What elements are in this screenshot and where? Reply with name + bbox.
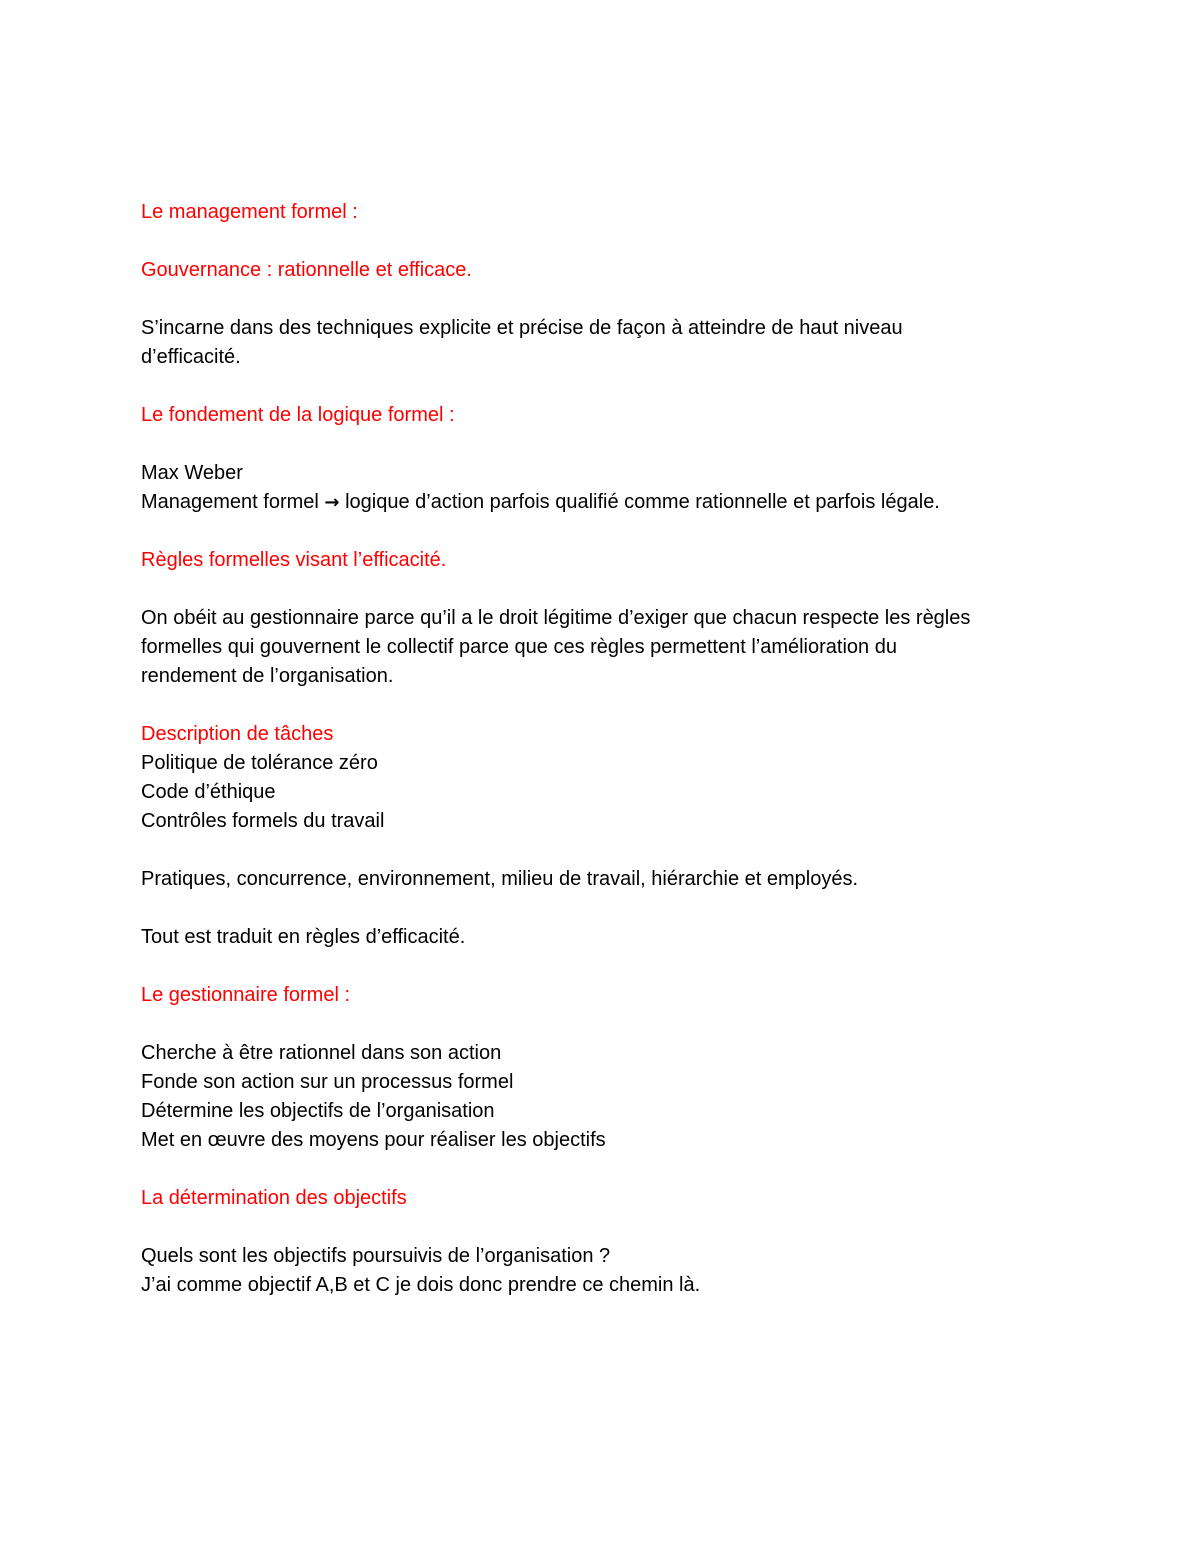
list-item: Met en œuvre des moyens pour réaliser les objectifs <box>141 1129 606 1151</box>
list-item: Code d’éthique <box>141 781 276 803</box>
paragraph-line: formelles qui gouvernent le collectif parce que ces règles permettent l’amélioration du <box>141 636 897 658</box>
spacer <box>141 285 1081 314</box>
heading-gouvernance: Gouvernance : rationnelle et efficace. <box>141 259 472 281</box>
paragraph-line: Max Weber <box>141 462 243 484</box>
paragraph-line: d’efficacité. <box>141 346 241 368</box>
spacer <box>141 836 1081 865</box>
paragraph-line: S’incarne dans des techniques explicite et précise de façon à atteindre de haut niveau <box>141 317 903 339</box>
spacer <box>141 517 1081 546</box>
spacer <box>141 1010 1081 1039</box>
spacer <box>141 894 1081 923</box>
spacer <box>141 575 1081 604</box>
heading-regles-formelles: Règles formelles visant l’efficacité. <box>141 549 447 571</box>
paragraph-line: On obéit au gestionnaire parce qu’il a le droit légitime d’exiger que chacun respecte les règles <box>141 607 971 629</box>
spacer <box>141 227 1081 256</box>
spacer <box>141 1155 1081 1184</box>
heading-fondement-logique: Le fondement de la logique formel : <box>141 404 455 426</box>
heading-description-taches: Description de tâches <box>141 723 334 745</box>
paragraph-line: Tout est traduit en règles d’efficacité. <box>141 926 466 948</box>
spacer <box>141 691 1081 720</box>
paragraph-line: J’ai comme objectif A,B et C je dois donc prendre ce chemin là. <box>141 1274 701 1296</box>
paragraph-line-with-arrow <box>141 488 1081 517</box>
right-arrow-icon: → <box>324 492 340 513</box>
document-page <box>141 198 1081 1300</box>
text-segment: logique d’action parfois qualifié comme rationnelle et parfois légale. <box>339 491 940 513</box>
list-item: Politique de tolérance zéro <box>141 752 378 774</box>
list-item: Contrôles formels du travail <box>141 810 385 832</box>
spacer <box>141 430 1081 459</box>
heading-gestionnaire-formel: Le gestionnaire formel : <box>141 984 351 1006</box>
list-item: Détermine les objectifs de l’organisation <box>141 1100 495 1122</box>
spacer <box>141 952 1081 981</box>
spacer <box>141 1213 1081 1242</box>
spacer <box>141 372 1081 401</box>
list-item: Fonde son action sur un processus formel <box>141 1071 514 1093</box>
paragraph-line: Quels sont les objectifs poursuivis de l’organisation ? <box>141 1245 611 1267</box>
heading-management-formel: Le management formel : <box>141 201 358 223</box>
paragraph-line: rendement de l’organisation. <box>141 665 394 687</box>
text-segment: Management formel <box>141 491 325 513</box>
paragraph-line: Pratiques, concurrence, environnement, milieu de travail, hiérarchie et employés. <box>141 868 859 890</box>
heading-determination-objectifs: La détermination des objectifs <box>141 1187 407 1209</box>
list-item: Cherche à être rationnel dans son action <box>141 1042 502 1064</box>
